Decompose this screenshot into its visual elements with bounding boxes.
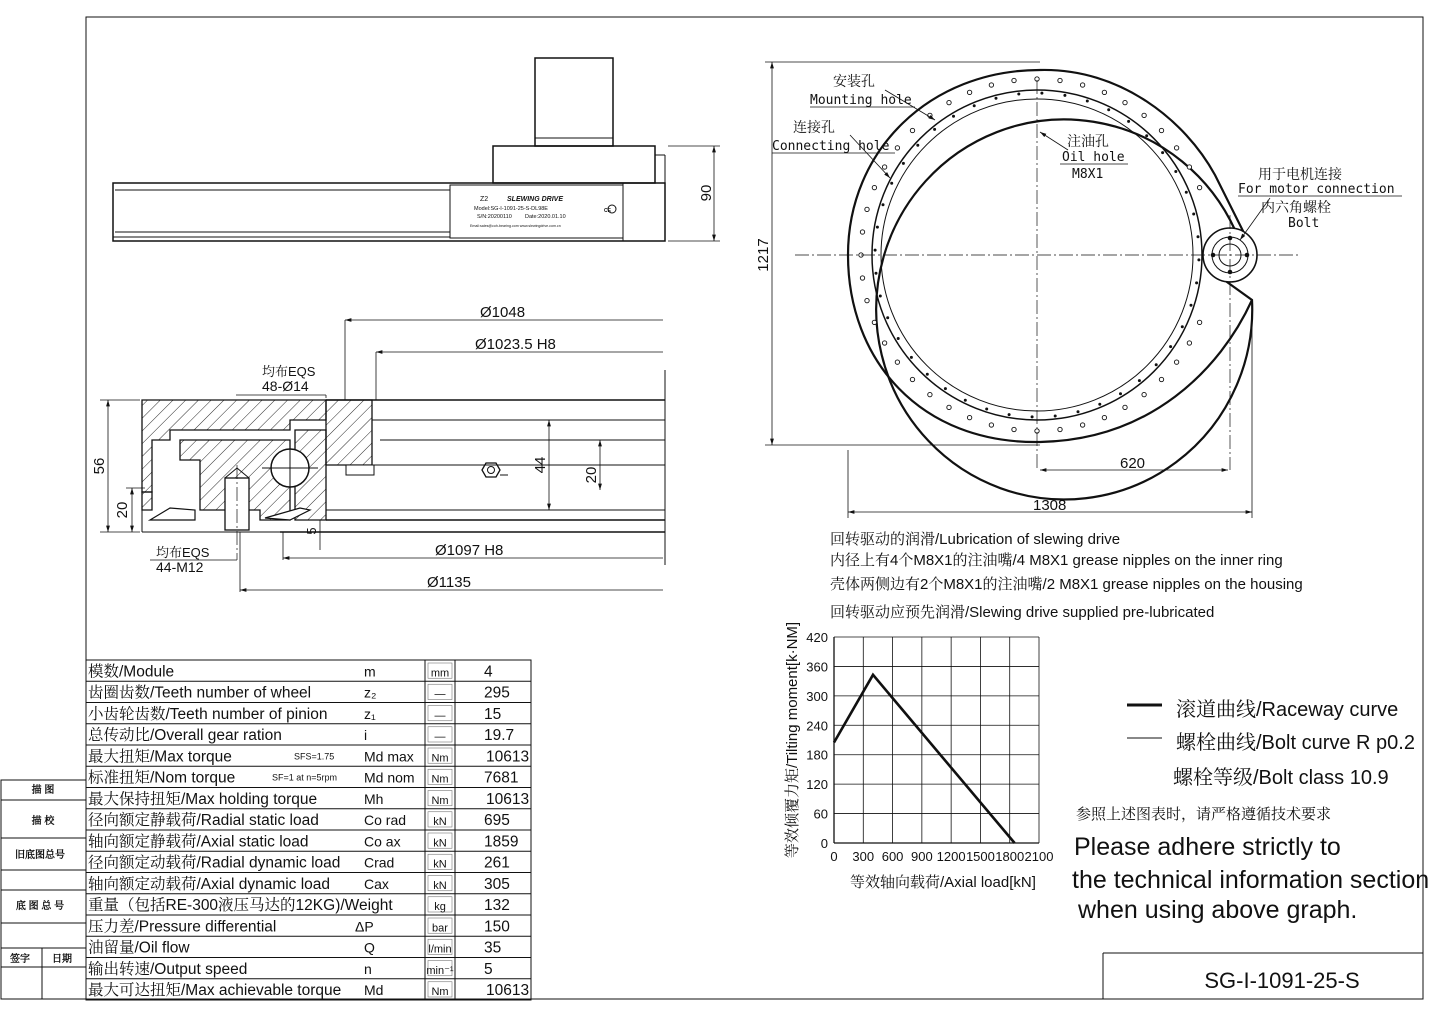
mount-en: Mounting hole <box>810 93 912 108</box>
dim-1217: 1217 <box>755 238 772 272</box>
connecting-hole <box>985 408 988 411</box>
mounting-hole <box>910 377 914 381</box>
connecting-hole <box>1192 213 1195 216</box>
mounting-hole <box>1187 341 1191 345</box>
side-label-sign: 签字 <box>10 954 30 965</box>
series-raceway-curve <box>834 675 1015 843</box>
spec-unit: kN <box>433 879 447 892</box>
spec-note: SF=1 at n=5rpm <box>272 772 338 783</box>
mounting-hole <box>872 185 876 189</box>
spec-name: 标准扭矩/Nom torque <box>88 769 236 787</box>
mounting-hole <box>895 360 899 364</box>
label-z2: Z2 <box>480 196 489 203</box>
side-label-date: 日期 <box>52 954 72 965</box>
connecting-hole <box>926 373 929 376</box>
legend-bolt: 螺栓曲线/Bolt curve R p0.2 <box>1176 732 1415 754</box>
spec-name: 径向额定静载荷/Radial static load <box>88 812 319 829</box>
connecting-hole <box>897 337 900 340</box>
spec-value: 150 <box>484 918 510 936</box>
connecting-hole <box>875 272 878 275</box>
spec-unit: kN <box>433 816 447 828</box>
connecting-hole <box>890 182 893 185</box>
spec-table <box>86 660 531 1000</box>
spec-unit: bar <box>432 922 448 935</box>
chart-note-en-1: Please adhere strictly to <box>1074 833 1341 861</box>
chart-series <box>834 675 1015 843</box>
spec-symbol: Co ax <box>364 833 401 850</box>
connecting-hole <box>1086 100 1089 103</box>
mounting-hole <box>1142 392 1146 396</box>
connecting-hole <box>952 115 955 118</box>
load-chart <box>784 622 1429 924</box>
connecting-hole <box>1063 94 1066 97</box>
connecting-hole <box>1185 191 1188 194</box>
connecting-hole <box>1195 281 1198 284</box>
spec-unit: Nm <box>431 773 449 786</box>
dim-d1135: Ø1135 <box>427 574 471 591</box>
dim-d1097: Ø1097 H8 <box>435 542 504 559</box>
mounting-hole <box>895 146 899 150</box>
spec-name: 压力差/Pressure differential <box>88 918 277 936</box>
connecting-hole <box>1181 325 1184 328</box>
mounting-hole <box>910 128 914 132</box>
chart-note-en-2: the technical information section <box>1072 866 1430 894</box>
spec-name: 轴向额定静载荷/Axial static load <box>88 833 309 851</box>
connecting-hole <box>1017 93 1020 96</box>
mounting-hole <box>1058 427 1062 431</box>
mounting-hole <box>1058 78 1062 82</box>
mounting-hole <box>1174 146 1178 150</box>
oil-cn: 注油孔 <box>1067 133 1109 149</box>
spec-unit: mm <box>430 667 450 680</box>
connecting-hole <box>964 399 967 402</box>
bolt-en: Bolt <box>1288 216 1320 231</box>
mounting-hole <box>1012 78 1016 82</box>
connecting-hole <box>1119 392 1122 395</box>
plan-view <box>755 62 1402 518</box>
spec-name: 最大扭矩/Max torque <box>88 748 232 766</box>
mounting-hole <box>1123 100 1127 104</box>
mounting-hole <box>1197 185 1201 189</box>
connecting-hole <box>933 128 936 131</box>
connecting-hole <box>973 104 976 107</box>
spec-unit: kg <box>434 901 446 913</box>
section-view <box>91 304 665 592</box>
dim-d1023: Ø1023.5 H8 <box>475 336 556 353</box>
y-tick-label: 420 <box>806 630 828 645</box>
spec-symbol: Mh <box>364 790 384 807</box>
mounting-hole <box>1159 377 1163 381</box>
top-view <box>113 58 720 241</box>
connecting-hole <box>1155 363 1158 366</box>
label-title: SLEWING DRIVE <box>507 196 564 203</box>
side-block <box>1 783 86 999</box>
connecting-hole <box>1197 235 1200 238</box>
spec-unit: Nm <box>431 794 449 807</box>
dim-44: 44 <box>532 456 549 474</box>
spec-symbol: Cax <box>364 875 389 892</box>
connecting-hole <box>902 162 905 165</box>
spec-name: 模数/Module <box>88 663 175 681</box>
dim-eqs2-line1: 均布EQS <box>156 545 210 560</box>
x-tick-label: 0 <box>830 849 838 864</box>
spec-name: 齿圈齿数/Teeth number of wheel <box>88 684 312 702</box>
mounting-hole <box>989 423 993 427</box>
connecting-hole <box>1197 258 1200 261</box>
connect-en: Connecting hole <box>772 139 890 154</box>
connecting-hole <box>1127 120 1130 123</box>
series-bolt-curve <box>873 675 1015 843</box>
dim-5: 5 <box>304 527 319 535</box>
spec-symbol: m <box>364 663 376 680</box>
mounting-hole <box>1159 128 1163 132</box>
spec-value: 7681 <box>484 769 519 787</box>
spec-value: 305 <box>484 875 510 893</box>
connecting-hole <box>1008 413 1011 416</box>
y-tick-label: 120 <box>806 777 828 793</box>
dim-620: 620 <box>1120 455 1146 472</box>
spec-value: 19.7 <box>484 727 515 744</box>
chart-ylabel: 等效倾覆力矩/Tilting moment[k·NM] <box>784 621 801 859</box>
spec-unit: min⁻¹ <box>426 964 454 977</box>
spec-unit: kN <box>433 837 447 850</box>
bolt-cn: 内六角螺栓 <box>1261 199 1331 215</box>
spec-name: 小齿轮齿数/Teeth number of pinion <box>88 705 328 723</box>
mounting-hole <box>1142 113 1146 117</box>
label-web: Email:sales@coh-bearing.com www.slewingdrive.com.cn <box>470 224 561 228</box>
mounting-hole <box>1080 423 1084 427</box>
mounting-hole <box>1102 415 1106 419</box>
spec-value: 10613 <box>486 790 530 808</box>
connecting-hole <box>886 316 889 319</box>
x-tick-label: 1800 <box>995 849 1025 864</box>
label-sn: S/N:20200110 <box>477 214 512 220</box>
dim-90: 90 <box>698 184 715 202</box>
spec-value: 4 <box>484 663 493 681</box>
spec-symbol: Md nom <box>364 769 415 786</box>
spec-symbol: Q <box>364 939 375 956</box>
mount-cn: 安装孔 <box>833 73 875 89</box>
mounting-hole <box>865 207 869 211</box>
label-model: Model:SG-I-1091-25-S-DL98E <box>474 206 548 212</box>
spec-name: 最大保持扭矩/Max holding torque <box>88 790 318 808</box>
y-tick-label: 180 <box>806 747 828 763</box>
y-tick-label: 0 <box>820 836 828 851</box>
spec-value: 5 <box>484 960 493 978</box>
spec-symbol: n <box>364 960 372 977</box>
spec-value: 15 <box>484 705 502 723</box>
connecting-hole <box>1098 403 1101 406</box>
ce-logo: CE <box>604 208 611 214</box>
y-tick-label: 240 <box>806 718 828 734</box>
spec-symbol: i <box>364 727 368 743</box>
spec-name: 重量（包括RE-300液压马达的12KG)/Weight <box>88 897 393 914</box>
oil-size: M8X1 <box>1072 167 1104 182</box>
chart-note-en-3: when using above graph. <box>1078 896 1358 924</box>
title-block <box>1103 953 1423 999</box>
spec-symbol: Crad <box>364 854 395 871</box>
mounting-hole <box>1197 320 1201 324</box>
mounting-hole <box>882 341 886 345</box>
connecting-hole <box>916 144 919 147</box>
drawing-number: SG-I-1091-25-S <box>1204 968 1360 993</box>
connecting-hole <box>910 356 913 359</box>
spec-name: 油留量/Oil flow <box>88 939 190 957</box>
spec-unit: — <box>434 688 446 701</box>
connecting-hole <box>1169 345 1172 348</box>
lubrication-notes <box>830 531 1303 621</box>
connecting-hole <box>879 295 882 298</box>
legend-bolt-class: 螺栓等级/Bolt class 10.9 <box>1173 767 1389 789</box>
note-line-1: 回转驱动的润滑/Lubrication of slewing drive <box>830 531 1121 548</box>
spec-value: 10613 <box>486 982 530 999</box>
connecting-hole <box>876 226 879 229</box>
mounting-hole <box>967 415 971 419</box>
dim-eqs2-line2: 44-M12 <box>156 559 204 575</box>
spec-name: 最大可达扭矩/Max achievable torque <box>88 982 342 999</box>
mounting-hole <box>1123 405 1127 409</box>
mounting-hole <box>1102 90 1106 94</box>
dim-1308: 1308 <box>1033 497 1067 514</box>
connecting-hole <box>944 387 947 390</box>
connecting-hole <box>882 203 885 206</box>
mounting-hole <box>1174 360 1178 364</box>
connecting-hole <box>874 249 877 252</box>
mounting-hole <box>872 320 876 324</box>
chart-xlabel: 等效轴向载荷/Axial load[kN] <box>850 874 1036 891</box>
mounting-hole <box>967 90 971 94</box>
spec-unit: Nm <box>431 986 449 998</box>
connecting-hole <box>1174 170 1177 173</box>
spec-value: 695 <box>484 812 510 829</box>
mounting-hole <box>1080 83 1084 87</box>
spec-name: 径向额定动载荷/Radial dynamic load <box>88 854 341 872</box>
dim-eqs1-line2: 48-Ø14 <box>262 378 309 394</box>
spec-unit: — <box>434 731 446 743</box>
x-tick-label: 1500 <box>965 849 995 864</box>
spec-value: 295 <box>484 684 510 702</box>
chart-note-cn: 参照上述图表时，请严格遵循技术要求 <box>1076 806 1332 823</box>
connecting-hole <box>1161 151 1164 154</box>
connecting-hole <box>1138 379 1141 382</box>
mounting-hole <box>865 298 869 302</box>
mounting-hole <box>947 405 951 409</box>
spec-symbol: Md max <box>364 748 414 765</box>
x-tick-label: 300 <box>852 849 875 864</box>
dim-eqs1-line1: 均布EQS <box>262 364 316 379</box>
spec-value: 35 <box>484 939 502 957</box>
x-tick-label: 1200 <box>936 849 966 864</box>
connecting-hole <box>995 97 998 100</box>
spec-symbol: ΔP <box>355 918 374 935</box>
x-tick-label: 2100 <box>1024 849 1054 864</box>
spec-symbol: z₂ <box>364 684 377 701</box>
chart-ticks <box>806 630 1053 864</box>
spec-name: 轴向额定动载荷/Axial dynamic load <box>88 875 331 893</box>
motor-cn: 用于电机连接 <box>1258 166 1342 182</box>
connecting-hole <box>1077 410 1080 413</box>
spec-unit: kN <box>433 858 447 871</box>
spec-value: 10613 <box>486 748 530 766</box>
mounting-hole <box>882 165 886 169</box>
mounting-hole <box>989 83 993 87</box>
dim-56: 56 <box>91 457 108 475</box>
chart-grid <box>834 637 1039 843</box>
spec-unit: Nm <box>431 752 449 765</box>
spec-unit: — <box>434 709 446 722</box>
spec-value: 132 <box>484 897 510 914</box>
legend-raceway: 滚道曲线/Raceway curve <box>1176 699 1399 721</box>
spec-symbol: Co rad <box>364 812 407 828</box>
dim-d1048: Ø1048 <box>480 304 526 321</box>
note-line-3: 壳体两侧边有2个M8X1的注油嘴/2 M8X1 grease nipples on the housing <box>830 576 1303 593</box>
motor-en: For motor connection <box>1238 182 1395 197</box>
spec-name: 总传动比/Overall gear ration <box>88 727 282 744</box>
spec-name: 输出转速/Output speed <box>88 960 248 978</box>
connecting-hole <box>1054 415 1057 418</box>
dim-20a: 20 <box>114 501 131 519</box>
side-label-drawn: 描 图 <box>31 785 55 796</box>
note-line-4: 回转驱动应预先润滑/Slewing drive supplied pre-lubricated <box>830 604 1215 621</box>
note-line-2: 内径上有4个M8X1的注油嘴/4 M8X1 grease nipples on the inner ring <box>830 552 1283 569</box>
dim-20b: 20 <box>583 466 600 484</box>
x-tick-label: 900 <box>911 849 933 864</box>
connecting-hole <box>1145 134 1148 137</box>
mounting-hole <box>1187 165 1191 169</box>
mounting-hole <box>1012 427 1016 431</box>
connecting-hole <box>1107 108 1110 111</box>
spec-value: 261 <box>484 854 510 872</box>
x-tick-label: 600 <box>881 849 904 864</box>
side-label-checked: 描 校 <box>31 816 55 827</box>
mounting-hole <box>860 276 864 280</box>
label-date: Date:2020.01.10 <box>525 214 566 220</box>
mounting-hole <box>947 100 951 104</box>
spec-note: SFS=1.75 <box>294 751 335 762</box>
connecting-hole <box>1190 304 1193 307</box>
mounting-hole <box>860 230 864 234</box>
spec-unit: l/min <box>428 943 452 956</box>
mounting-hole <box>928 392 932 396</box>
side-label-old-no: 旧底图总号 <box>15 850 65 861</box>
spec-symbol: z₁ <box>364 705 376 722</box>
oil-en: Oil hole <box>1062 150 1125 165</box>
connect-cn: 连接孔 <box>793 119 835 135</box>
y-tick-label: 360 <box>806 659 828 675</box>
spec-symbol: Md <box>364 982 384 998</box>
connecting-hole <box>1040 92 1043 95</box>
y-tick-label: 60 <box>813 806 828 822</box>
connecting-hole <box>1031 415 1034 418</box>
spec-value: 1859 <box>484 833 519 851</box>
side-label-base-no: 底 图 总 号 <box>15 901 65 912</box>
y-tick-label: 300 <box>806 688 828 704</box>
